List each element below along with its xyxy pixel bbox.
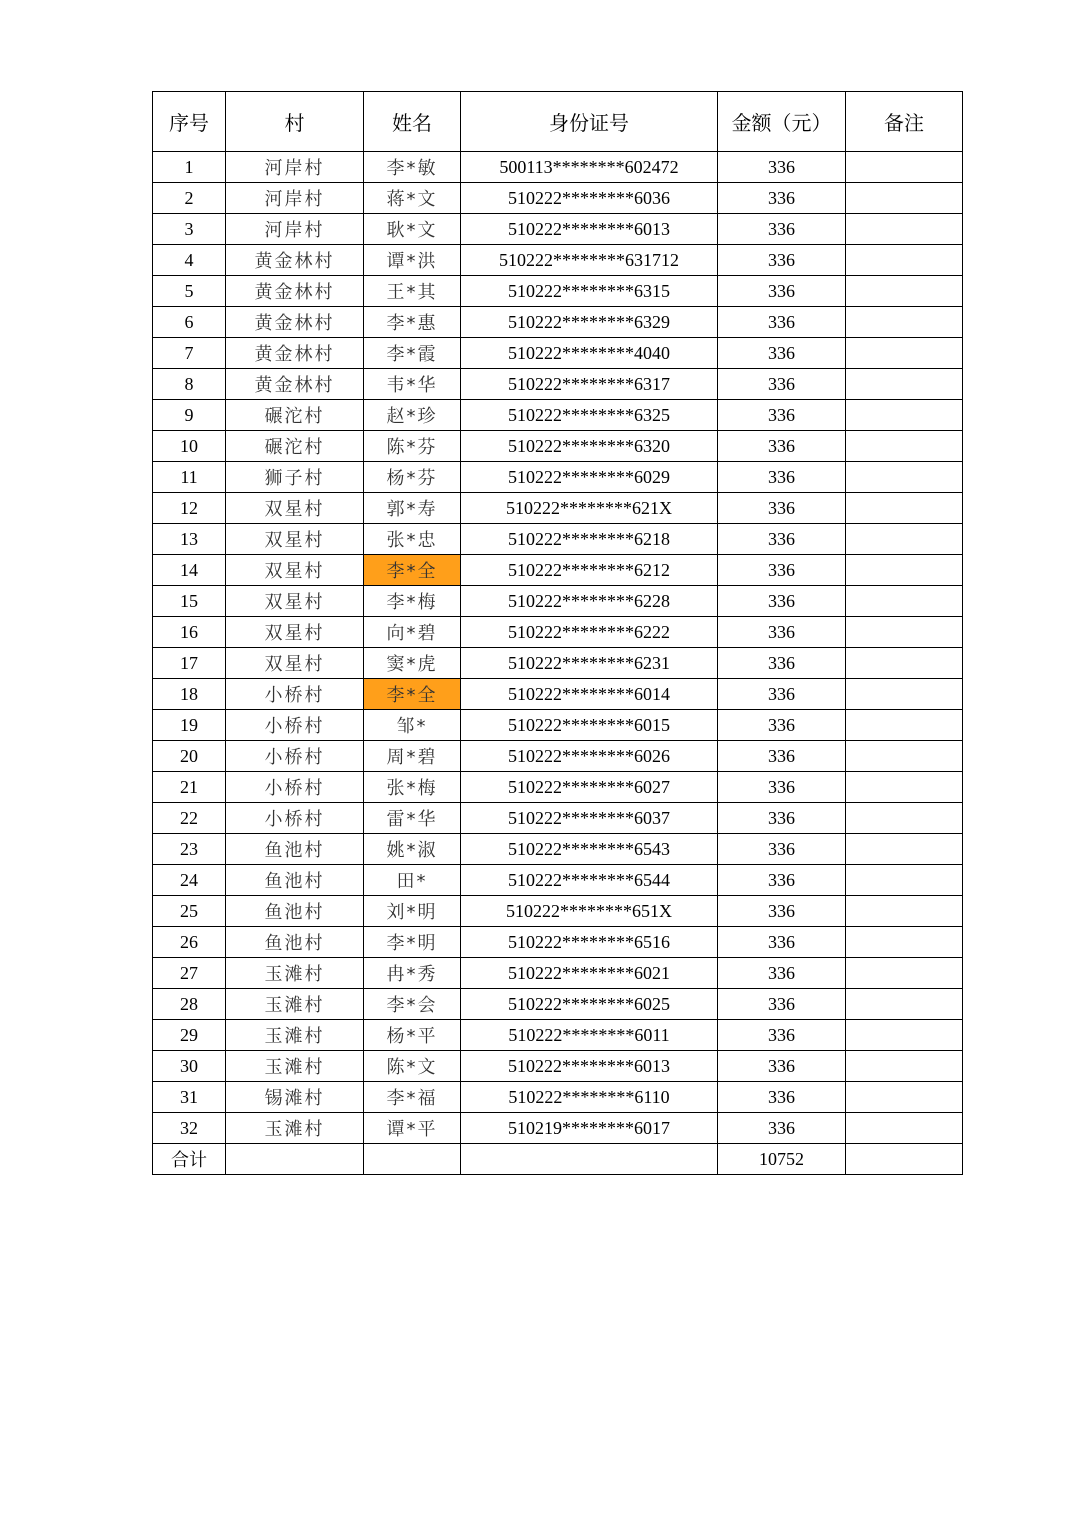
- seq-cell: 24: [153, 865, 226, 896]
- id-number-cell: 510219********6017: [461, 1113, 718, 1144]
- seq-cell: 9: [153, 400, 226, 431]
- id-number-cell: 510222********6325: [461, 400, 718, 431]
- id-number-cell: 500113********602472: [461, 152, 718, 183]
- amount-cell: 336: [718, 338, 846, 369]
- seq-cell: 28: [153, 989, 226, 1020]
- id-number-cell: 510222********6013: [461, 1051, 718, 1082]
- table-row: [153, 896, 963, 927]
- village-cell: 河岸村: [226, 183, 364, 214]
- table-row: [153, 1113, 963, 1144]
- seq-cell: 22: [153, 803, 226, 834]
- name-cell: 姚*淑: [364, 834, 461, 865]
- seq-cell: 3: [153, 214, 226, 245]
- total-id-cell: [461, 1144, 718, 1175]
- note-cell: [846, 710, 963, 741]
- amount-cell: 336: [718, 555, 846, 586]
- seq-cell: 31: [153, 1082, 226, 1113]
- seq-cell: 15: [153, 586, 226, 617]
- amount-cell: 336: [718, 462, 846, 493]
- amount-cell: 336: [718, 1082, 846, 1113]
- name-cell: 张*梅: [364, 772, 461, 803]
- name-cell: 邹*: [364, 710, 461, 741]
- id-number-cell: 510222********6222: [461, 617, 718, 648]
- village-cell: 黄金林村: [226, 276, 364, 307]
- table-row: [153, 524, 963, 555]
- amount-cell: 336: [718, 741, 846, 772]
- amount-cell: 336: [718, 803, 846, 834]
- village-cell: 碾沱村: [226, 400, 364, 431]
- name-cell: 李*全: [364, 555, 461, 586]
- note-cell: [846, 1113, 963, 1144]
- note-cell: [846, 896, 963, 927]
- village-cell: 河岸村: [226, 214, 364, 245]
- village-cell: 鱼池村: [226, 834, 364, 865]
- id-number-cell: 510222********6013: [461, 214, 718, 245]
- seq-cell: 6: [153, 307, 226, 338]
- note-cell: [846, 276, 963, 307]
- note-cell: [846, 617, 963, 648]
- header-row: [153, 92, 963, 152]
- id-number-cell: 510222********6317: [461, 369, 718, 400]
- table-row: [153, 586, 963, 617]
- seq-cell: 19: [153, 710, 226, 741]
- note-cell: [846, 1051, 963, 1082]
- table-row: [153, 1051, 963, 1082]
- note-cell: [846, 679, 963, 710]
- amount-cell: 336: [718, 648, 846, 679]
- village-cell: 玉滩村: [226, 1113, 364, 1144]
- subsidy-roster-table: [152, 91, 963, 1175]
- note-cell: [846, 772, 963, 803]
- note-cell: [846, 214, 963, 245]
- table-body: [153, 152, 963, 1144]
- village-cell: 狮子村: [226, 462, 364, 493]
- note-cell: [846, 524, 963, 555]
- name-cell: 谭*洪: [364, 245, 461, 276]
- village-cell: 黄金林村: [226, 338, 364, 369]
- amount-cell: 336: [718, 524, 846, 555]
- header-village: 村: [226, 92, 364, 152]
- village-cell: 双星村: [226, 524, 364, 555]
- name-cell: 赵*珍: [364, 400, 461, 431]
- village-cell: 双星村: [226, 586, 364, 617]
- total-village-cell: [226, 1144, 364, 1175]
- village-cell: 双星村: [226, 617, 364, 648]
- note-cell: [846, 958, 963, 989]
- note-cell: [846, 741, 963, 772]
- name-cell: 田*: [364, 865, 461, 896]
- note-cell: [846, 369, 963, 400]
- seq-cell: 13: [153, 524, 226, 555]
- seq-cell: 29: [153, 1020, 226, 1051]
- village-cell: 双星村: [226, 648, 364, 679]
- table-row: [153, 214, 963, 245]
- village-cell: 小桥村: [226, 803, 364, 834]
- amount-cell: 336: [718, 369, 846, 400]
- note-cell: [846, 493, 963, 524]
- name-cell: 李*梅: [364, 586, 461, 617]
- id-number-cell: 510222********6025: [461, 989, 718, 1020]
- name-cell: 李*霞: [364, 338, 461, 369]
- id-number-cell: 510222********6015: [461, 710, 718, 741]
- id-number-cell: 510222********6320: [461, 431, 718, 462]
- table-row: [153, 245, 963, 276]
- name-cell: 李*明: [364, 927, 461, 958]
- village-cell: 锡滩村: [226, 1082, 364, 1113]
- village-cell: 碾沱村: [226, 431, 364, 462]
- id-number-cell: 510222********6021: [461, 958, 718, 989]
- header-amount: 金额（元）: [718, 92, 846, 152]
- table-row: [153, 989, 963, 1020]
- name-cell: 陈*芬: [364, 431, 461, 462]
- amount-cell: 336: [718, 1020, 846, 1051]
- total-label: 合计: [153, 1144, 226, 1175]
- note-cell: [846, 338, 963, 369]
- table-row: [153, 369, 963, 400]
- village-cell: 小桥村: [226, 741, 364, 772]
- seq-cell: 23: [153, 834, 226, 865]
- table-row: [153, 617, 963, 648]
- village-cell: 鱼池村: [226, 927, 364, 958]
- id-number-cell: 510222********631712: [461, 245, 718, 276]
- name-cell: 李*福: [364, 1082, 461, 1113]
- amount-cell: 336: [718, 586, 846, 617]
- name-cell: 张*忠: [364, 524, 461, 555]
- id-number-cell: 510222********6027: [461, 772, 718, 803]
- note-cell: [846, 1020, 963, 1051]
- seq-cell: 11: [153, 462, 226, 493]
- name-cell: 周*碧: [364, 741, 461, 772]
- note-cell: [846, 586, 963, 617]
- total-note-cell: [846, 1144, 963, 1175]
- table-row: [153, 555, 963, 586]
- village-cell: 玉滩村: [226, 1020, 364, 1051]
- seq-cell: 4: [153, 245, 226, 276]
- seq-cell: 32: [153, 1113, 226, 1144]
- seq-cell: 8: [153, 369, 226, 400]
- amount-cell: 336: [718, 307, 846, 338]
- table-row: [153, 307, 963, 338]
- amount-cell: 336: [718, 772, 846, 803]
- header-seq: 序号: [153, 92, 226, 152]
- id-number-cell: 510222********6037: [461, 803, 718, 834]
- seq-cell: 25: [153, 896, 226, 927]
- name-cell: 耿*文: [364, 214, 461, 245]
- id-number-cell: 510222********6329: [461, 307, 718, 338]
- note-cell: [846, 865, 963, 896]
- amount-cell: 336: [718, 214, 846, 245]
- id-number-cell: 510222********6110: [461, 1082, 718, 1113]
- seq-cell: 20: [153, 741, 226, 772]
- village-cell: 鱼池村: [226, 865, 364, 896]
- name-cell: 雷*华: [364, 803, 461, 834]
- total-row: [153, 1144, 963, 1175]
- id-number-cell: 510222********6212: [461, 555, 718, 586]
- seq-cell: 1: [153, 152, 226, 183]
- note-cell: [846, 307, 963, 338]
- village-cell: 玉滩村: [226, 958, 364, 989]
- table-row: [153, 1082, 963, 1113]
- note-cell: [846, 927, 963, 958]
- note-cell: [846, 462, 963, 493]
- name-cell: 蒋*文: [364, 183, 461, 214]
- id-number-cell: 510222********621X: [461, 493, 718, 524]
- name-cell: 窦*虎: [364, 648, 461, 679]
- note-cell: [846, 803, 963, 834]
- note-cell: [846, 989, 963, 1020]
- name-cell: 李*会: [364, 989, 461, 1020]
- amount-cell: 336: [718, 276, 846, 307]
- note-cell: [846, 431, 963, 462]
- id-number-cell: 510222********6218: [461, 524, 718, 555]
- table-row: [153, 183, 963, 214]
- name-cell: 刘*明: [364, 896, 461, 927]
- table-row: [153, 865, 963, 896]
- village-cell: 小桥村: [226, 710, 364, 741]
- seq-cell: 14: [153, 555, 226, 586]
- table-row: [153, 152, 963, 183]
- amount-cell: 336: [718, 431, 846, 462]
- amount-cell: 336: [718, 710, 846, 741]
- table-row: [153, 741, 963, 772]
- village-cell: 小桥村: [226, 679, 364, 710]
- total-name-cell: [364, 1144, 461, 1175]
- note-cell: [846, 152, 963, 183]
- id-number-cell: 510222********4040: [461, 338, 718, 369]
- table-row: [153, 834, 963, 865]
- note-cell: [846, 555, 963, 586]
- id-number-cell: 510222********6543: [461, 834, 718, 865]
- village-cell: 黄金林村: [226, 369, 364, 400]
- amount-cell: 336: [718, 989, 846, 1020]
- seq-cell: 12: [153, 493, 226, 524]
- id-number-cell: 510222********6029: [461, 462, 718, 493]
- table-row: [153, 462, 963, 493]
- amount-cell: 336: [718, 245, 846, 276]
- id-number-cell: 510222********6026: [461, 741, 718, 772]
- note-cell: [846, 834, 963, 865]
- village-cell: 双星村: [226, 493, 364, 524]
- table-row: [153, 958, 963, 989]
- id-number-cell: 510222********6036: [461, 183, 718, 214]
- table-row: [153, 1020, 963, 1051]
- name-cell: 李*全: [364, 679, 461, 710]
- village-cell: 小桥村: [226, 772, 364, 803]
- id-number-cell: 510222********6516: [461, 927, 718, 958]
- note-cell: [846, 183, 963, 214]
- table-row: [153, 679, 963, 710]
- amount-cell: 336: [718, 865, 846, 896]
- amount-cell: 336: [718, 834, 846, 865]
- table-row: [153, 803, 963, 834]
- name-cell: 向*碧: [364, 617, 461, 648]
- village-cell: 玉滩村: [226, 1051, 364, 1082]
- name-cell: 杨*平: [364, 1020, 461, 1051]
- table-row: [153, 710, 963, 741]
- header-id-number: 身份证号: [461, 92, 718, 152]
- amount-cell: 336: [718, 958, 846, 989]
- seq-cell: 7: [153, 338, 226, 369]
- table-row: [153, 648, 963, 679]
- amount-cell: 336: [718, 679, 846, 710]
- name-cell: 郭*寿: [364, 493, 461, 524]
- id-number-cell: 510222********6544: [461, 865, 718, 896]
- id-number-cell: 510222********651X: [461, 896, 718, 927]
- note-cell: [846, 1082, 963, 1113]
- note-cell: [846, 400, 963, 431]
- seq-cell: 18: [153, 679, 226, 710]
- amount-cell: 336: [718, 400, 846, 431]
- seq-cell: 10: [153, 431, 226, 462]
- amount-cell: 336: [718, 896, 846, 927]
- seq-cell: 27: [153, 958, 226, 989]
- seq-cell: 26: [153, 927, 226, 958]
- village-cell: 黄金林村: [226, 307, 364, 338]
- amount-cell: 336: [718, 1051, 846, 1082]
- name-cell: 冉*秀: [364, 958, 461, 989]
- amount-cell: 336: [718, 617, 846, 648]
- name-cell: 李*惠: [364, 307, 461, 338]
- total-amount: 10752: [718, 1144, 846, 1175]
- note-cell: [846, 648, 963, 679]
- id-number-cell: 510222********6228: [461, 586, 718, 617]
- name-cell: 王*其: [364, 276, 461, 307]
- table-row: [153, 338, 963, 369]
- name-cell: 杨*芬: [364, 462, 461, 493]
- amount-cell: 336: [718, 927, 846, 958]
- table-row: [153, 400, 963, 431]
- header-note: 备注: [846, 92, 963, 152]
- seq-cell: 5: [153, 276, 226, 307]
- amount-cell: 336: [718, 152, 846, 183]
- seq-cell: 2: [153, 183, 226, 214]
- id-number-cell: 510222********6315: [461, 276, 718, 307]
- name-cell: 韦*华: [364, 369, 461, 400]
- village-cell: 河岸村: [226, 152, 364, 183]
- table-row: [153, 493, 963, 524]
- name-cell: 陈*文: [364, 1051, 461, 1082]
- village-cell: 双星村: [226, 555, 364, 586]
- amount-cell: 336: [718, 183, 846, 214]
- table-row: [153, 431, 963, 462]
- table-row: [153, 772, 963, 803]
- village-cell: 鱼池村: [226, 896, 364, 927]
- header-name: 姓名: [364, 92, 461, 152]
- seq-cell: 16: [153, 617, 226, 648]
- amount-cell: 336: [718, 1113, 846, 1144]
- note-cell: [846, 245, 963, 276]
- seq-cell: 30: [153, 1051, 226, 1082]
- name-cell: 谭*平: [364, 1113, 461, 1144]
- village-cell: 黄金林村: [226, 245, 364, 276]
- amount-cell: 336: [718, 493, 846, 524]
- seq-cell: 17: [153, 648, 226, 679]
- village-cell: 玉滩村: [226, 989, 364, 1020]
- id-number-cell: 510222********6014: [461, 679, 718, 710]
- seq-cell: 21: [153, 772, 226, 803]
- id-number-cell: 510222********6011: [461, 1020, 718, 1051]
- name-cell: 李*敏: [364, 152, 461, 183]
- table-row: [153, 276, 963, 307]
- id-number-cell: 510222********6231: [461, 648, 718, 679]
- table-row: [153, 927, 963, 958]
